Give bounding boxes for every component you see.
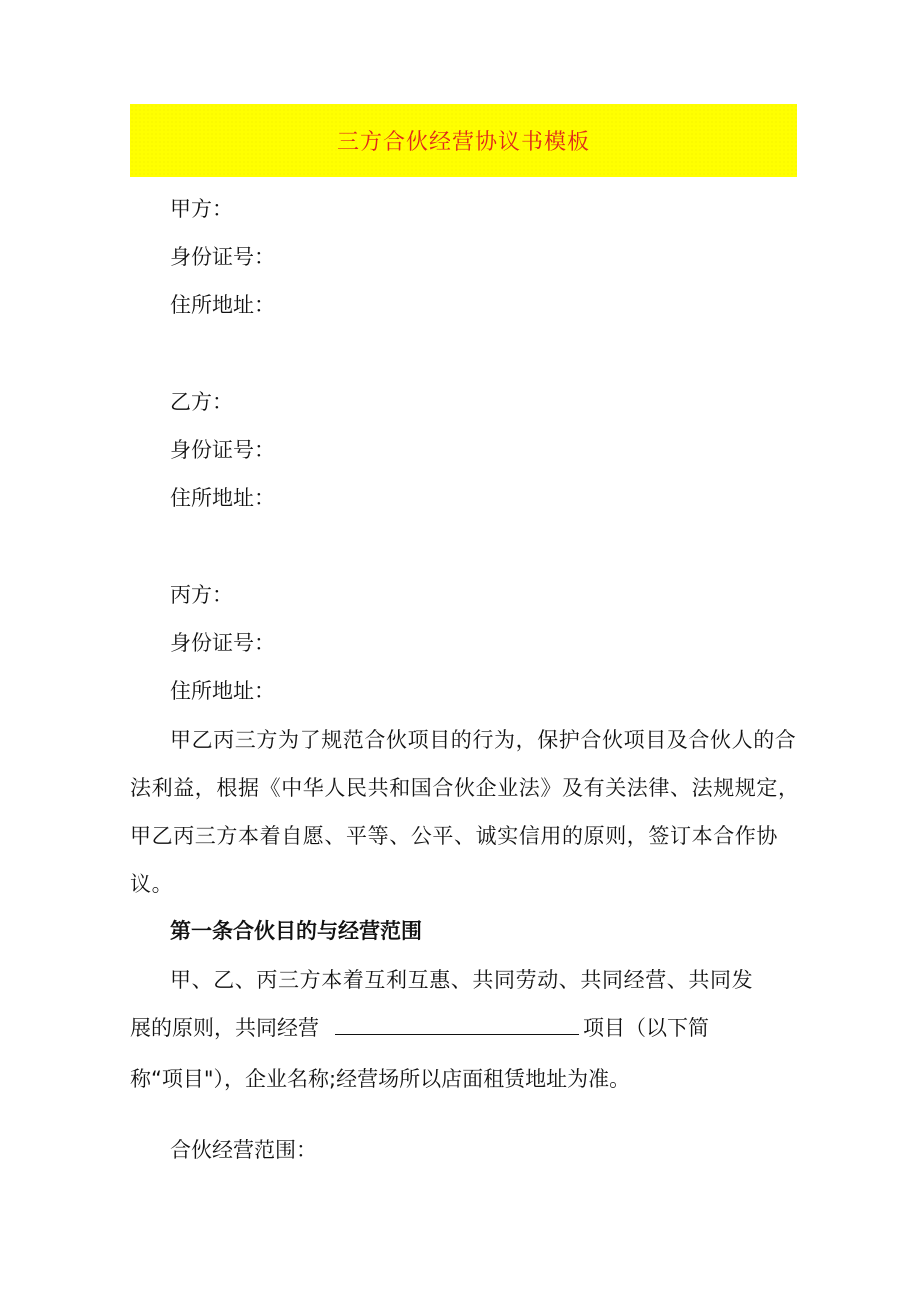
party-b-address-label: 住所地址： xyxy=(170,486,275,510)
title-banner xyxy=(130,104,797,177)
article-1-heading: 第一条合伙目的与经营范围 xyxy=(170,919,422,943)
party-c-id-label: 身份证号： xyxy=(170,631,275,655)
document-title: 三方合伙经营协议书模板 xyxy=(336,130,590,155)
party-a-label: 甲方： xyxy=(170,197,233,221)
party-b-id-label: 身份证号： xyxy=(170,438,275,462)
scope-label: 合伙经营范围： xyxy=(170,1138,317,1162)
party-b-label: 乙方： xyxy=(170,390,233,414)
project-blank-field xyxy=(335,1014,579,1035)
article-1-line-2-prefix: 展的原则，共同经营 xyxy=(130,1016,319,1040)
intro-paragraph: 甲乙丙三方为了规范合伙项目的行为，保护合伙项目及合伙人的合法利益，根据《中华人民共和国合伙企业法》及有关法律、法规规定，甲乙丙三方本着自愿、平等、公平、诚实信用的原则，签订本合作协议。 xyxy=(130,728,800,896)
party-a-id-label: 身份证号： xyxy=(170,245,275,269)
party-c-label: 丙方： xyxy=(170,583,233,607)
article-1-line-2-suffix: 项目（以下简 xyxy=(583,1016,709,1040)
article-1-line-1: 甲、乙、丙三方本着互利互惠、共同劳动、共同经营、共同发 xyxy=(170,968,754,992)
article-1-line-3: 称“项目"），企业名称;经营场所以店面租赁地址为准。 xyxy=(130,1067,631,1091)
party-a-address-label: 住所地址： xyxy=(170,293,275,317)
party-c-address-label: 住所地址： xyxy=(170,679,275,703)
article-1-line-2 xyxy=(130,1013,709,1043)
